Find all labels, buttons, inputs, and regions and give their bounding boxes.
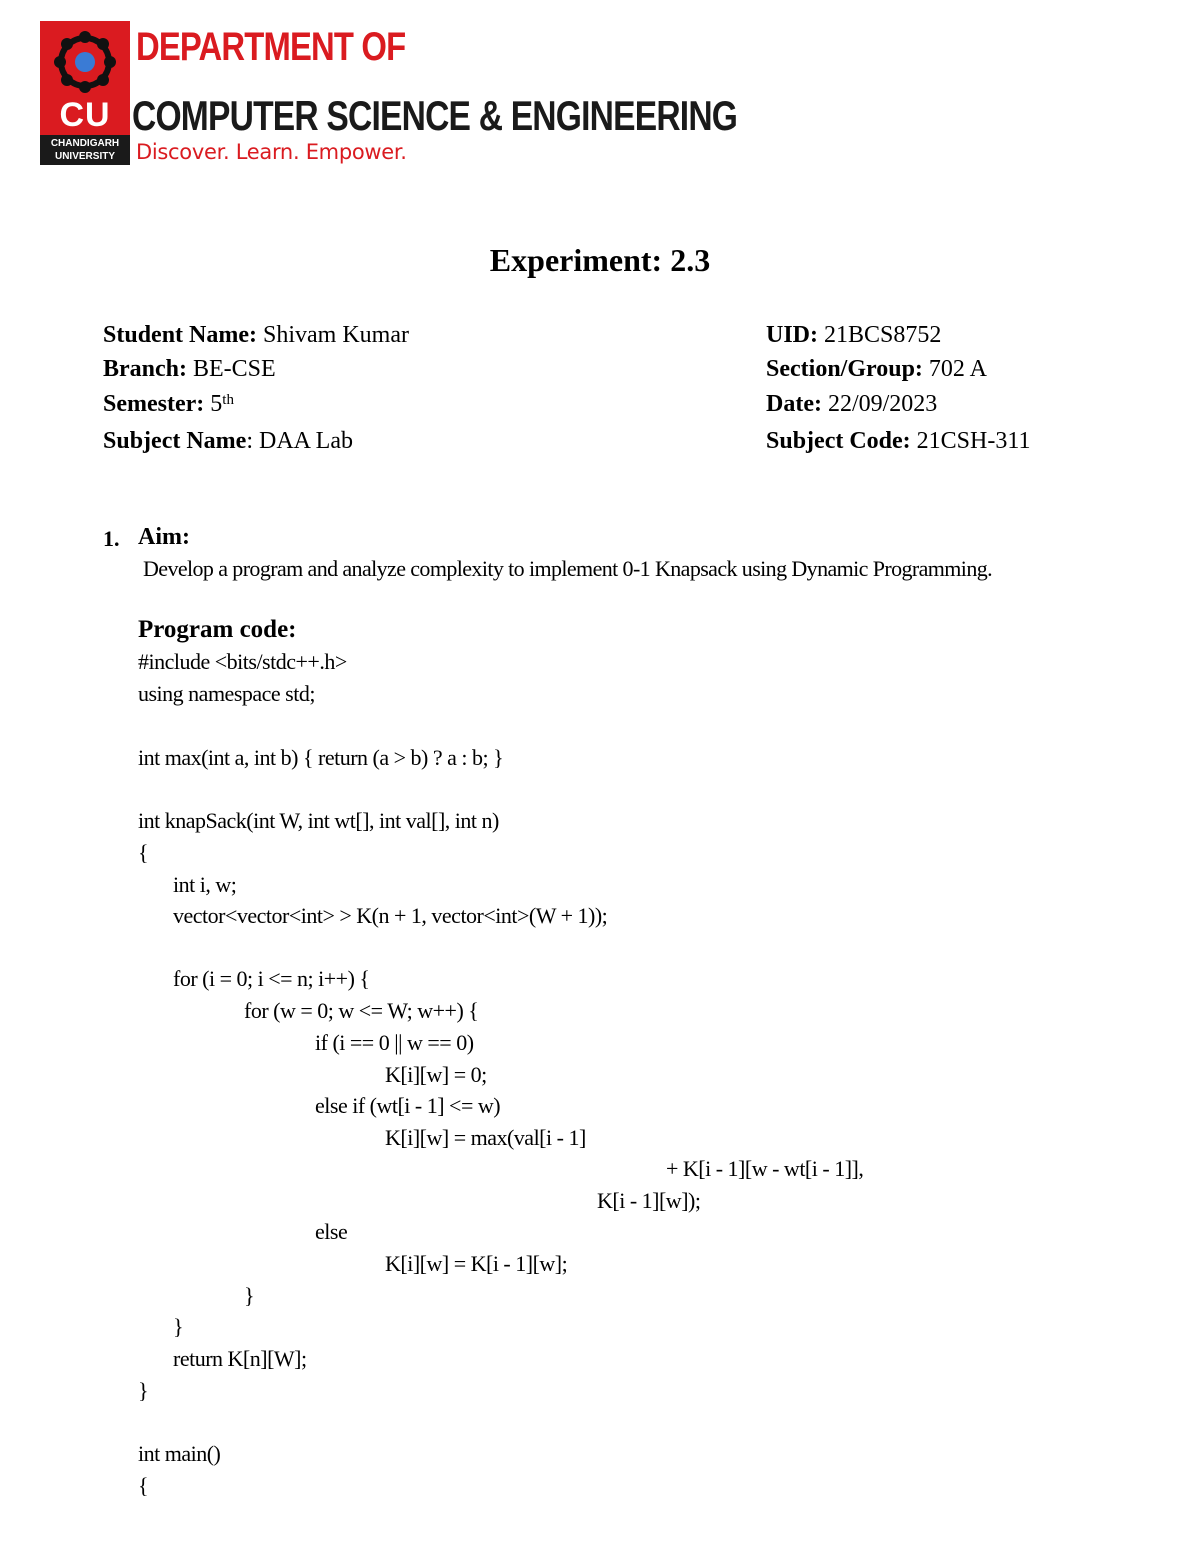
code-line: K[i][w] = K[i - 1][w]; (385, 1251, 568, 1276)
student-name-row (103, 320, 409, 350)
logo-university-line2: UNIVERSITY (54, 151, 115, 162)
semester-label: Semester: (103, 391, 205, 417)
tagline: Discover. Learn. Empower. (136, 140, 407, 164)
semester-suffix: th (222, 392, 234, 408)
code-line: using namespace std; (138, 681, 315, 706)
code-line: if (i == 0 || w == 0) (315, 1030, 474, 1055)
university-logo (40, 21, 130, 165)
student-name-value: Shivam Kumar (263, 322, 409, 348)
emblem-icon (50, 27, 120, 97)
aim-heading: Aim: (138, 524, 190, 550)
code-line: for (i = 0; i <= n; i++) { (173, 966, 370, 991)
code-line: return K[n][W]; (173, 1346, 307, 1371)
subject-name-row (103, 426, 353, 456)
branch-row (103, 354, 276, 384)
subject-code-value: 21CSH-311 (916, 428, 1031, 454)
code-line: K[i][w] = max(val[i - 1] (385, 1125, 586, 1150)
subject-name-label: Subject Name (103, 428, 247, 454)
date-row (766, 389, 937, 419)
code-line: vector<vector<int> > K(n + 1, vector<int>(W + 1)); (173, 903, 608, 928)
code-line: int max(int a, int b) { return (a > b) ? a : b; } (138, 745, 504, 770)
logo-university-name (40, 135, 130, 165)
subject-code-row (766, 426, 1030, 456)
aim-text: Develop a program and analyze complexity to implement 0-1 Knapsack using Dynamic Programming. (143, 556, 993, 581)
section-label: Section/Group: (766, 356, 923, 382)
semester-row (103, 389, 234, 419)
date-label: Date: (766, 391, 822, 417)
code-line: } (138, 1378, 149, 1403)
code-line: int main() (138, 1441, 221, 1466)
section-value: 702 A (928, 356, 987, 382)
code-line: int i, w; (173, 872, 237, 897)
code-line: int knapSack(int W, int wt[], int val[], int n) (138, 808, 499, 833)
code-line: { (138, 1473, 149, 1498)
subject-name-value: DAA Lab (258, 428, 353, 454)
logo-university-line1: CHANDIGARH (50, 138, 120, 149)
code-line: K[i][w] = 0; (385, 1062, 487, 1087)
code-line: else if (wt[i - 1] <= w) (315, 1093, 501, 1118)
code-line: } (173, 1314, 184, 1339)
experiment-title: Experiment: 2.3 (489, 242, 711, 278)
uid-value: 21BCS8752 (824, 322, 942, 348)
code-line: #include <bits/stdc++.h> (138, 649, 347, 674)
department-heading-line1: DEPARTMENT OF (136, 25, 406, 69)
branch-value: BE-CSE (193, 356, 276, 382)
uid-row (766, 320, 941, 350)
department-heading-line2: COMPUTER SCIENCE & ENGINEERING (132, 92, 738, 139)
logo-abbr: CU (59, 96, 111, 134)
student-name-label: Student Name: (103, 322, 257, 348)
uid-label: UID: (766, 322, 818, 348)
program-code-heading: Program code: (138, 616, 297, 643)
subject-name-colon: : (246, 428, 253, 454)
code-line: for (w = 0; w <= W; w++) { (244, 998, 479, 1023)
code-line: } (244, 1283, 255, 1308)
subject-code-label: Subject Code: (766, 428, 911, 454)
semester-value: 5 (210, 391, 223, 417)
date-value: 22/09/2023 (827, 391, 938, 417)
code-line: else (315, 1219, 348, 1244)
code-line: + K[i - 1][w - wt[i - 1]], (666, 1156, 864, 1181)
code-line: K[i - 1][w]); (597, 1188, 701, 1213)
section-row (766, 354, 987, 384)
branch-label: Branch: (103, 356, 187, 382)
code-line: { (138, 840, 149, 865)
aim-number: 1. (103, 526, 120, 551)
